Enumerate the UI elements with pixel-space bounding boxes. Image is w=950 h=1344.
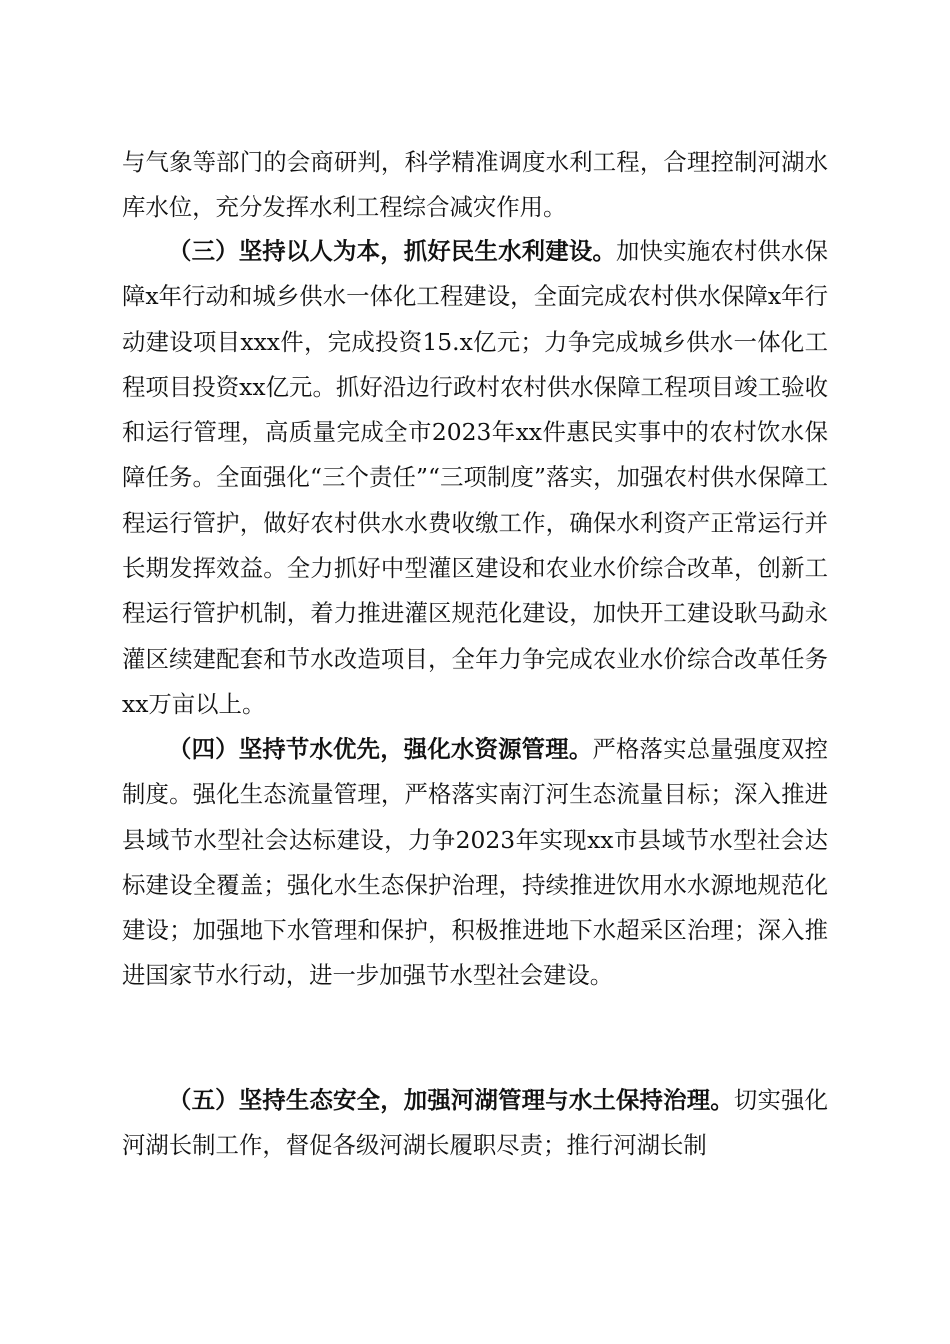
section-heading: （四）坚持节水优先，强化水资源管理。 bbox=[168, 735, 593, 763]
paragraph-section-3 bbox=[122, 229, 828, 727]
paragraph-body: 严格落实总量强度双控制度。强化生态流量管理，严格落实南汀河生态流量目标；深入推进县域节水型社会达标建设，力争2023年实现xx市县域节水型社会达标建设全覆盖；强化水生态保护治理，持续推进饮用水水源地规范化建设；加强地下水管理和保护，积极推进地下水超采区治理；深入推进国家节水行动，进一步加强节水型社会建设。 bbox=[122, 735, 828, 990]
paragraph-section-5 bbox=[122, 1078, 828, 1169]
paragraph-body: 与气象等部门的会商研判，科学精准调度水利工程，合理控制河湖水库水位，充分发挥水利工程综合减灾作用。 bbox=[122, 148, 828, 222]
section-heading: （三）坚持以人为本，抓好民生水利建设。 bbox=[168, 237, 616, 265]
paragraph-section-4 bbox=[122, 727, 828, 999]
paragraph-body: 切实强化河湖长制工作，督促各级河湖长履职尽责；推行河湖长制 bbox=[122, 1086, 828, 1160]
paragraph-continuation bbox=[122, 140, 828, 231]
section-heading: （五）坚持生态安全，加强河湖管理与水土保持治理。 bbox=[168, 1086, 734, 1114]
paragraph-body: 加快实施农村供水保障x年行动和城乡供水一体化工程建设，全面完成农村供水保障x年行动建设项目xxx件，完成投资15.x亿元；力争完成城乡供水一体化工程项目投资xx亿元。抓好沿边行政村农村供水保障工程项目竣工验收和运行管理，高质量完成全市2023年xx件惠民实事中的农村饮水保障任务。全面强化“三个责任”“三项制度”落实，加强农村供水保障工程运行管护，做好农村供水水费收缴工作，确保水利资产正常运行并长期发挥效益。全力抓好中型灌区建设和农业水价综合改革，创新工程运行管护机制，着力推进灌区规范化建设，加快开工建设耿马勐永灌区续建配套和节水改造项目，全年力争完成农业水价综合改革任务xx万亩以上。 bbox=[122, 237, 828, 718]
